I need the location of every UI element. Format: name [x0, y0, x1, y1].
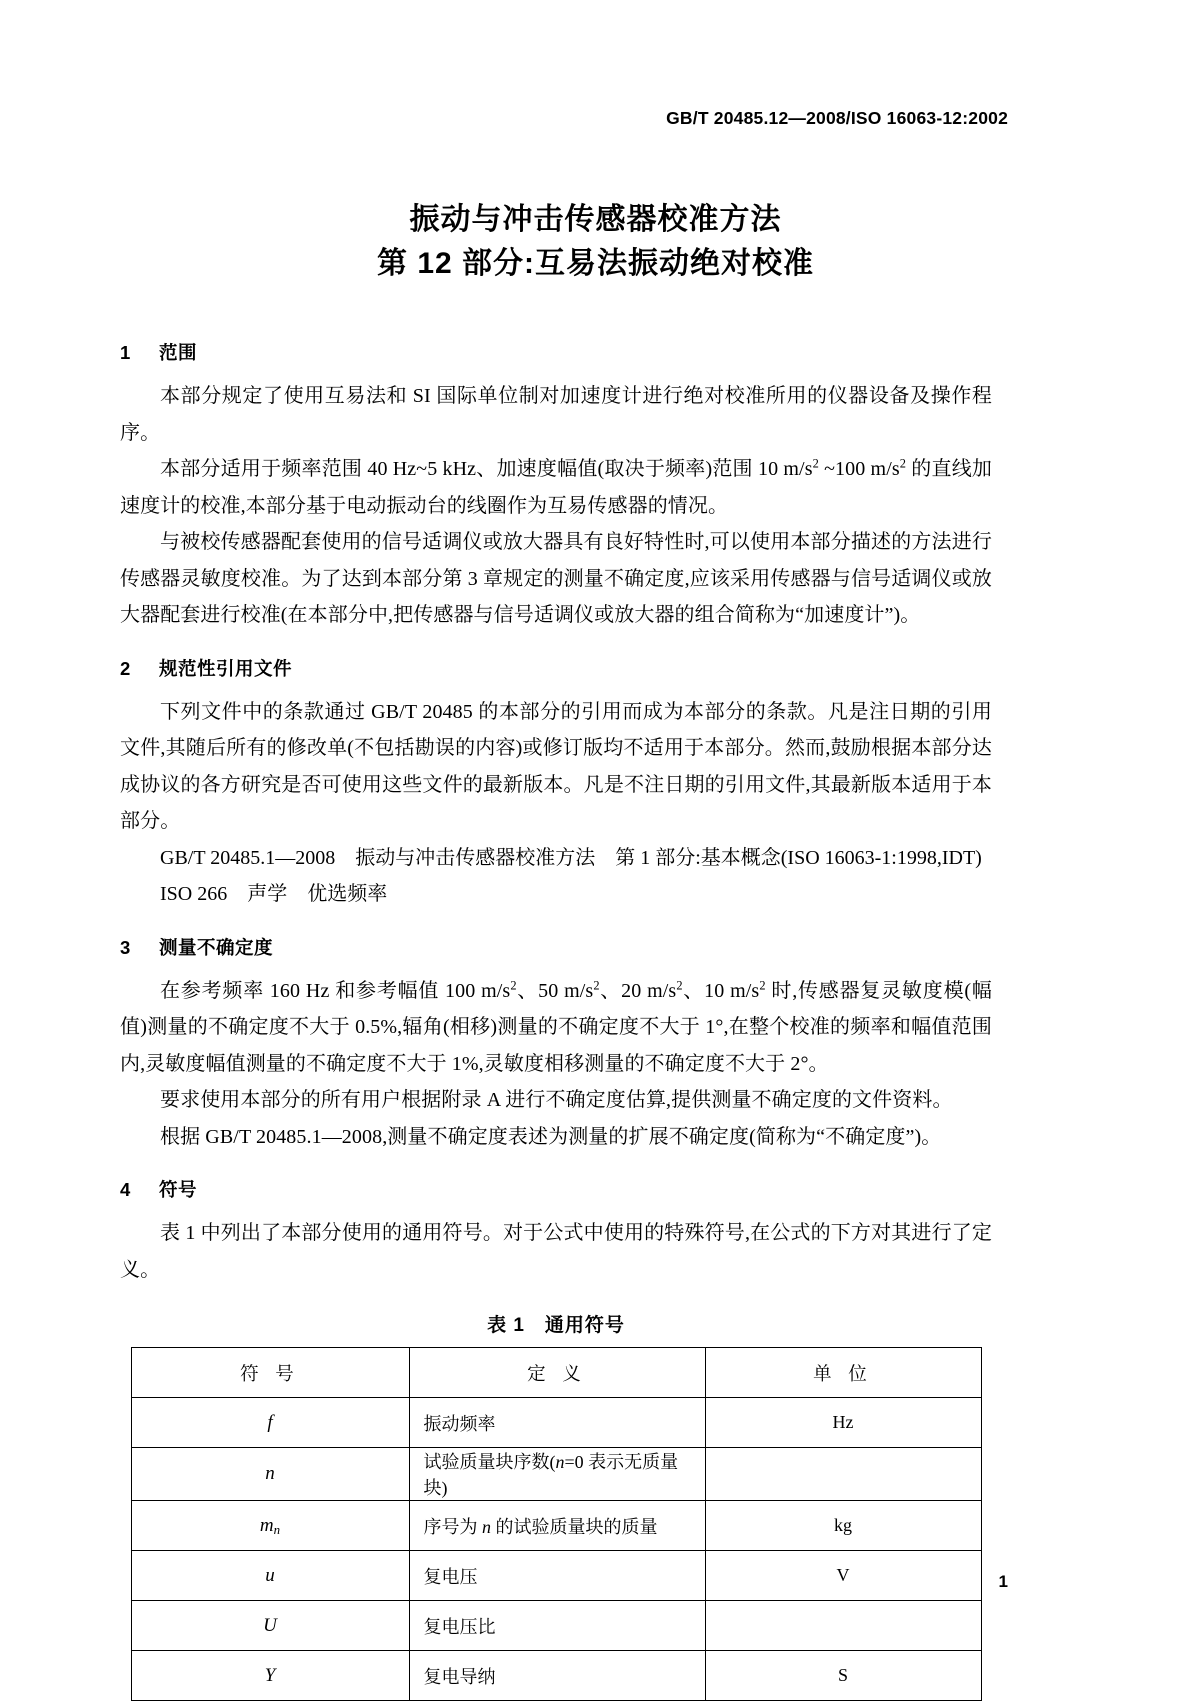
cell-unit: S	[705, 1651, 981, 1701]
table-header-row	[131, 1348, 981, 1398]
section-4-number: 4	[120, 1179, 131, 1200]
section-1-heading	[120, 338, 992, 368]
normative-reference-2: ISO 266 声学 优选频率	[160, 883, 388, 905]
column-header-unit: 单 位	[705, 1348, 981, 1398]
table-row	[131, 1651, 981, 1701]
section-4	[120, 1175, 992, 1288]
section-3-paragraph-1: 在参考频率 160 Hz 和参考幅值 100 $m/s^2$、50 $m/s^2$、20 $m/s^2$、10 $m/s^2$ 时,传感器复灵敏度模(幅值)测量的不确定度不大于 0.5%,辐角(相移)测量的不确定度不大于 1°,在整个校准的频率和幅值范围内,灵敏度幅值测量的不确定度不大于 1%,灵敏度相移测量的不确定度不大于 2°。	[120, 977, 992, 1075]
section-3	[120, 933, 992, 1156]
section-1-paragraph-1: 本部分规定了使用互易法和 SI 国际单位制对加速度计进行绝对校准所用的仪器设备及操作程序。	[120, 385, 992, 444]
section-1-number: 1	[120, 342, 131, 363]
cell-symbol: u	[131, 1551, 409, 1601]
table-row	[131, 1448, 981, 1501]
section-2	[120, 654, 992, 913]
normative-reference-1: GB/T 20485.1—2008 振动与冲击传感器校准方法 第 1 部分:基本概念(ISO 16063-1:1998,IDT)	[160, 846, 982, 869]
section-3-paragraph-3: 根据 GB/T 20485.1—2008,测量不确定度表述为测量的扩展不确定度(简称为“不确定度”)。	[160, 1125, 942, 1148]
cell-definition: 复电压	[409, 1551, 705, 1601]
section-4-heading	[120, 1175, 992, 1205]
cell-unit: V	[705, 1551, 981, 1601]
section-4-paragraph-1: 表 1 中列出了本部分使用的通用符号。对于公式中使用的特殊符号,在公式的下方对其进行了定义。	[120, 1222, 992, 1281]
section-1-paragraph-2: 本部分适用于频率范围 40 Hz~5 kHz、加速度幅值(取决于频率)范围 10 $m/s^2$ ~100 $m/s^2$ 的直线加速度计的校准,本部分基于电动振动台的线圈作为互易传感器的情况。	[120, 456, 993, 517]
table-1-caption: 表 1 通用符号	[487, 1315, 625, 1336]
section-4-title: 符号	[159, 1179, 198, 1200]
section-2-heading	[120, 654, 992, 684]
section-1-paragraph-3: 与被校传感器配套使用的信号适调仪或放大器具有良好特性时,可以使用本部分描述的方法进行传感器灵敏度校准。为了达到本部分第 3 章规定的测量不确定度,应该采用传感器与信号适调仪或放大器配套进行校准(在本部分中,把传感器与信号适调仪或放大器的组合简称为“加速度计”)。	[120, 531, 992, 626]
document-title	[0, 198, 1191, 286]
cell-definition: 复电导纳	[409, 1651, 705, 1701]
cell-definition: 试验质量块序数(n=0 表示无质量块)	[409, 1448, 705, 1501]
section-3-number: 3	[120, 936, 131, 958]
cell-symbol: Y	[131, 1651, 409, 1701]
cell-symbol: f	[131, 1398, 409, 1448]
section-2-number: 2	[120, 657, 131, 679]
section-3-title: 测量不确定度	[159, 936, 274, 958]
column-header-symbol: 符 号	[131, 1348, 409, 1398]
cell-symbol: U	[131, 1601, 409, 1651]
table-1-block	[120, 1310, 992, 1701]
section-3-heading	[120, 933, 992, 963]
cell-unit: kg	[705, 1501, 981, 1551]
symbols-table	[131, 1347, 982, 1701]
section-3-paragraph-2: 要求使用本部分的所有用户根据附录 A 进行不确定度估算,提供测量不确定度的文件资料。	[160, 1089, 953, 1111]
running-header-standard-code: GB/T 20485.12—2008/ISO 16063-12:2002	[666, 108, 1008, 128]
title-line-2: 第 12 部分:互易法振动绝对校准	[376, 247, 815, 280]
cell-unit	[705, 1448, 981, 1501]
table-row	[131, 1551, 981, 1601]
section-1	[120, 338, 992, 634]
cell-unit	[705, 1601, 981, 1651]
table-row	[131, 1501, 981, 1551]
cell-unit: Hz	[705, 1398, 981, 1448]
cell-definition: 复电压比	[409, 1601, 705, 1651]
page-number: 1	[998, 1572, 1008, 1591]
cell-symbol: n	[131, 1448, 409, 1501]
section-1-title: 范围	[159, 342, 198, 363]
column-header-definition: 定 义	[409, 1348, 705, 1398]
document-body	[120, 338, 992, 1701]
table-row	[131, 1601, 981, 1651]
table-row	[131, 1398, 981, 1448]
cell-definition: 序号为 n 的试验质量块的质量	[409, 1501, 705, 1551]
cell-symbol: $m_n$	[131, 1501, 409, 1551]
title-line-1: 振动与冲击传感器校准方法	[409, 203, 782, 236]
section-2-title: 规范性引用文件	[159, 657, 293, 679]
cell-definition: 振动频率	[409, 1398, 705, 1448]
section-2-paragraph-1: 下列文件中的条款通过 GB/T 20485 的本部分的引用而成为本部分的条款。凡是注日期的引用文件,其随后所有的修改单(不包括勘误的内容)或修订版均不适用于本部分。然而,鼓励根据本部分达成协议的各方研究是否可使用这些文件的最新版本。凡是不注日期的引用文件,其最新版本适用于本部分。	[120, 700, 992, 832]
symbols-table-body	[131, 1398, 981, 1701]
